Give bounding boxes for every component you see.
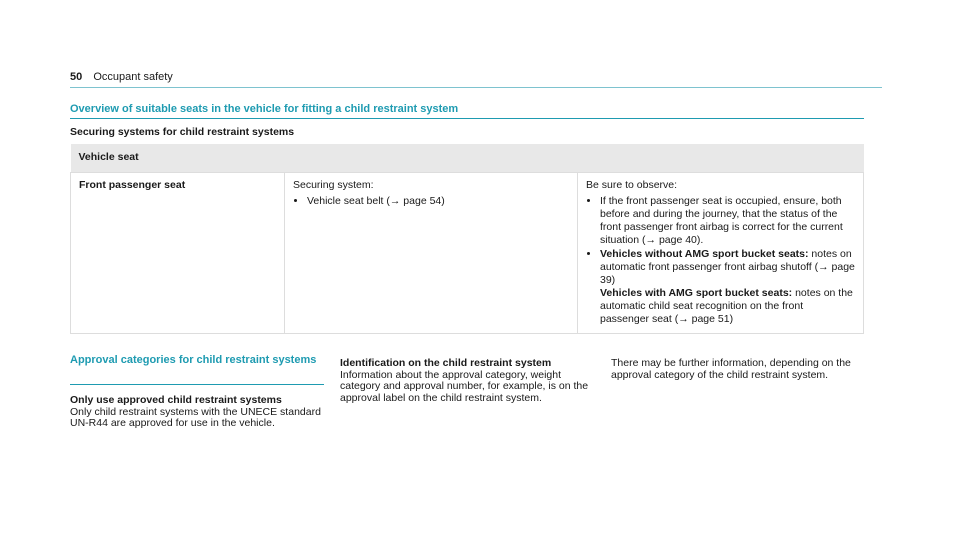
observe-list — [586, 195, 855, 326]
header-divider — [70, 87, 882, 88]
page-number: 50 — [70, 71, 83, 83]
securing-label: Securing system: — [293, 179, 374, 191]
seat-cell: Front passenger seat — [71, 173, 285, 334]
securing-item: • Vehicle seat belt (→ page 54) — [307, 195, 569, 208]
block-heading: Identification on the child restraint system — [340, 357, 552, 369]
section-title: Overview of suitable seats in the vehicle for fitting a child restraint system — [70, 103, 459, 115]
observe-item-heading: Vehicles with AMG sport bucket seats: — [600, 287, 793, 299]
section-name: Occupant safety — [93, 71, 173, 83]
observe-item: • If the front passenger seat is occupied, ensure, both before and during the journey, that the status of the front passenger front airbag is correct for the current situation (→ page 40). — [600, 195, 855, 247]
seat-table — [70, 144, 864, 334]
observe-item-text: notes on automatic front passenger front airbag shutoff (→ page 39) — [600, 248, 855, 286]
identification-block — [340, 358, 594, 404]
table-header-row — [71, 144, 864, 173]
observe-label: Be sure to observe: — [586, 179, 678, 191]
approval-divider — [70, 384, 324, 385]
approval-section-title: Approval categories for child restraint systems — [70, 354, 317, 366]
title-divider — [70, 118, 864, 119]
observe-cell — [578, 173, 864, 334]
observe-item-heading: Vehicles without AMG sport bucket seats: — [600, 248, 809, 260]
block-text: Only child restraint systems with the UNECE standard UN-R44 are approved for use in the vehicle. — [70, 405, 321, 429]
securing-list — [293, 195, 569, 208]
block-text: Information about the approval category, weight category and approval number, for example, is on the approval label on the child restraint system. — [340, 368, 589, 404]
approved-systems-block — [70, 395, 324, 430]
securing-cell — [285, 173, 578, 334]
table-subtitle: Securing systems for child restraint systems — [70, 126, 295, 138]
table-row — [71, 173, 864, 334]
block-heading: Only use approved child restraint systems — [70, 394, 282, 406]
further-info-block — [611, 358, 865, 381]
observe-item — [600, 248, 855, 326]
page-header — [70, 71, 173, 83]
table-header: Vehicle seat — [71, 144, 864, 173]
observe-item-text: notes on the automatic child seat recognition on the front passenger seat (→ page 51) — [600, 287, 853, 325]
block-text: There may be further information, depending on the approval category of the child restraint system. — [611, 357, 851, 381]
